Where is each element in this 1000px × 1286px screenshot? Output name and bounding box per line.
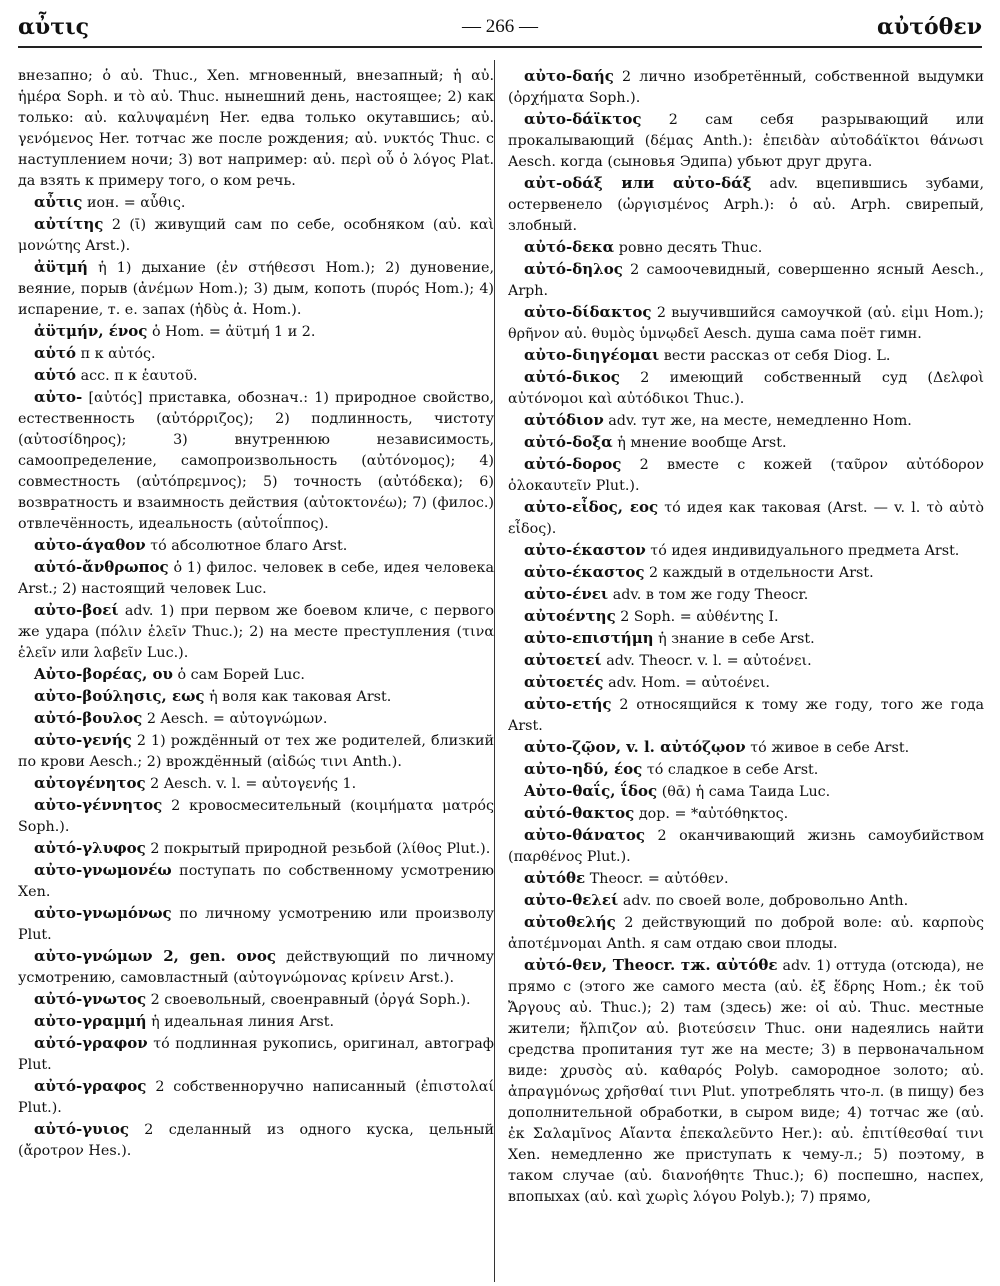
dictionary-entry [508, 955, 984, 1208]
entry-headword: αὖτις [34, 193, 83, 211]
entry-definition: 2 сам себя разрывающий или прокалывающий (δέμας Anth.): ἐπειδὰν αὐτοδάϊκτοι θάνωσι Aesch. когда (сыновья Эдипа) убьют друг друга. [508, 112, 984, 170]
entry-definition: 2 своевольный, своенравный (ὀργά Soph.). [150, 992, 471, 1008]
dictionary-entry [18, 535, 494, 557]
entry-definition: 2 каждый в отдельности Arst. [649, 565, 874, 581]
dictionary-entry [18, 730, 494, 773]
entry-headword: ἀϋτμή [34, 258, 88, 276]
dictionary-entry [508, 759, 984, 781]
entry-headword: αὐτό-γραφος [34, 1077, 147, 1095]
entry-definition: ἡ мнение вообще Arst. [617, 435, 787, 451]
header-left-word: αὖτις [18, 14, 90, 40]
entry-headword: αὐτο-δαής [524, 67, 614, 85]
dictionary-entry [18, 664, 494, 686]
entry-definition: ὁ 1) филос. человек в себе, идея человека Arst.; 2) настоящий человек Luc. [18, 560, 494, 597]
entry-definition: действующий по личному усмотрению, самовластный (αὐτογνώμονας κρίνειν Arst.). [18, 949, 494, 986]
dictionary-entry [18, 257, 494, 321]
dictionary-entry [18, 192, 494, 214]
right-column [508, 66, 984, 1278]
entry-headword: αὐτοετές [524, 673, 604, 691]
entry-definition: adv. Theocr. v. l. = αὐτοένει. [606, 653, 812, 669]
entry-definition: вести рассказ от себя Diog. L. [663, 348, 891, 364]
dictionary-entry [18, 903, 494, 946]
dictionary-entry [508, 584, 984, 606]
entry-definition: adv. 1) при первом же боевом кличе, с первого же удара (πόλιν ἑλεῖν Thuc.); 2) на месте преступления (τινα ἑλεῖν или λαβεῖν Luc.). [18, 603, 494, 661]
entry-headword: αὐτο-έκαστον [524, 541, 646, 559]
entry-definition: τό подлинная рукопись, оригинал, автограф Plut. [18, 1036, 494, 1073]
entry-headword: αὑτό [34, 366, 77, 384]
entry-definition: 2 1) рождённый от тех же родителей, близкий по крови Aesch.; 2) врождённый (αἰδώς τινι Anth.). [18, 733, 494, 770]
entry-definition: внезапно; ὁ αὐ. Thuc., Xen. мгновенный, внезапный; ἡ αὐ. ἡμέρα Soph. и τὸ αὐ. Thuc. нынешний день, настоящее; 2) как только: αὐ. καλυψαμένη Her. едва только окутавшись; αὐ. γενόμενος Her. тотчас же после рождения; αὐ. νυκτός Thuc. с наступлением ночи; 3) вот например: αὐ. περὶ οὗ ὁ λόγος Plat. да взять к примеру того, о ком речь. [18, 68, 494, 189]
entry-headword: αὐτό-γραφον [34, 1034, 148, 1052]
entry-headword: αὐτο-ένει [524, 585, 609, 603]
entry-headword: αὑτό [34, 344, 77, 362]
entry-headword: αὐτο-γραμμή [34, 1012, 147, 1030]
entry-headword: αὐτό-γλυφος [34, 839, 146, 857]
entry-definition: ἡ знание в себе Arst. [658, 631, 815, 647]
entry-definition: 2 относящийся к тому же году, того же года Arst. [508, 697, 984, 734]
dictionary-entry [18, 708, 494, 730]
entry-headword: αὐτο-επιστήμη [524, 629, 654, 647]
entry-definition: поступать по собственному усмотрению Xen. [18, 863, 494, 900]
entry-headword: αὐτο-άγαθον [34, 536, 146, 554]
dictionary-entry [18, 686, 494, 708]
entry-headword: αὐτο-ζῷον, v. l. αὐτόζῳον [524, 738, 746, 756]
entry-definition: 2 Aesch. v. l. = αὐτογενής 1. [150, 776, 357, 792]
entry-definition: 2 покрытый природной резьбой (λίθος Plut.). [150, 841, 491, 857]
entry-headword: αὐτό-δικος [524, 368, 620, 386]
dictionary-entry [18, 773, 494, 795]
dictionary-entry [508, 237, 984, 259]
entry-definition: ἡ идеальная линия Arst. [151, 1014, 335, 1030]
dictionary-entry [508, 606, 984, 628]
entry-headword: αὐτο-γέννητος [34, 796, 163, 814]
dictionary-entry [18, 860, 494, 903]
entry-headword: αὐτο-γενής [34, 731, 132, 749]
dictionary-entry [508, 302, 984, 345]
dictionary-entry [508, 66, 984, 109]
entry-definition: 2 оканчивающий жизнь самоубийством (παρθένος Plut.). [508, 828, 984, 865]
entry-definition: 2 лично изобретённый, собственной выдумки (ὀρχήματα Soph.). [508, 69, 984, 106]
page-number: — 266 — [462, 16, 538, 37]
entry-headword: αὐτοετεί [524, 651, 602, 669]
entry-headword: αὐτογένητος [34, 774, 146, 792]
dictionary-entry [18, 214, 494, 257]
entry-definition: ὁ сам Борей Luc. [177, 667, 305, 683]
entry-headword: αὐτο- [34, 388, 83, 406]
entry-definition: 2 действующий по доброй воле: αὐ. καρποὺς ἀποτέμνομαι Anth. я сам отдаю свои плоды. [508, 915, 984, 952]
entry-headword: αὐτο-διηγέομαι [524, 346, 660, 364]
dictionary-entry [508, 781, 984, 803]
entry-definition: 2 Soph. = αὐθέντης I. [620, 609, 779, 625]
entry-definition: ион. = αὖθις. [86, 195, 186, 211]
dictionary-entry [508, 562, 984, 584]
dictionary-entry [508, 259, 984, 302]
dictionary-entry [508, 454, 984, 497]
dictionary-entry [18, 989, 494, 1011]
entry-definition: п к αὐτός. [80, 346, 156, 362]
entry-headword: αὐτο-βούλησις, εως [34, 687, 205, 705]
dictionary-entry [18, 1076, 494, 1119]
entry-headword: αὐτό-δοξα [524, 433, 613, 451]
entry-definition: ἡ 1) дыхание (ἐν στήθεσσι Hom.); 2) дуновение, веяние, порыв (ἀνέμων Hom.); 3) дым, копоть (πυρός Hom.); 4) испарение, т. е. запах (ἡδὺς ἀ. Hom.). [18, 260, 494, 318]
entry-definition: Theocr. = αὐτόθεν. [589, 871, 729, 887]
entry-headword: αὐτο-ετής [524, 695, 612, 713]
dictionary-entry [18, 321, 494, 343]
dictionary-entry [508, 825, 984, 868]
entry-definition: дор. = *αὐτόθηκτος. [638, 806, 789, 822]
entry-headword: αὐτοθελής [524, 913, 616, 931]
entry-headword: αὐτ-οδάξ или αὐτο-δάξ [524, 174, 752, 192]
entry-definition: по личному усмотрению или произволу Plut. [18, 906, 494, 943]
dictionary-entry [18, 838, 494, 860]
dictionary-entry [508, 890, 984, 912]
entry-headword: αὐτίτης [34, 215, 104, 233]
dictionary-entry [18, 343, 494, 365]
dictionary-entry [508, 737, 984, 759]
dictionary-entry [508, 497, 984, 540]
entry-headword: αὐτο-γνωμόνως [34, 904, 172, 922]
entry-definition: τό абсолютное благо Arst. [150, 538, 348, 554]
entry-definition: ровно десять Thuc. [618, 240, 763, 256]
dictionary-entry [508, 173, 984, 237]
entry-definition: 2 сделанный из одного куска, цельный (ἄροτρον Hes.). [18, 1122, 494, 1159]
entry-headword: Αὐτο-θαΐς, ΐδος [524, 782, 658, 800]
entry-definition: τό живое в себе Arst. [750, 740, 910, 756]
entry-definition: adv. 1) оттуда (отсюда), не прямо с (этого же самого места (αὐ. ἐξ ἕδρης Hom.; ἐκ τοῦ Ἄργους αὐ. Thuc.); 2) там (здесь) же: οἱ αὐ. Thuc. местные жители; ἤλπιζον αὐ. βιοτεύσειν Thuc. они надеялись найти средства пропитания тут же на месте; 3) в первоначальном виде: χρυσὸς αὐ. καθαρός Polyb. самородное золото; αὐ. ἀπραγμόνως χρῆσθαί τινι Plut. употреблять что-л. (в пищу) без дополнительной обработки, в сыром виде; 4) тотчас же (αὐ. ἐκ Σαλαμῖνος Αἴαντα ἐπεκαλεῦντο Her.): αὐ. ἐπιτίθεσθαί τινι Xen. немедленно же приступать к чему-л.; 5) поэтому, в таком случае (αὐ. διανοήθητε Thuc.); 6) поспешно, наспех, впопыхах (αὐ. καὶ χωρὶς λόγου Polyb.); 7) прямо, [508, 958, 984, 1205]
dictionary-entry [18, 946, 494, 989]
entry-headword: αὐτο-βοεί [34, 601, 119, 619]
dictionary-entry [18, 600, 494, 664]
entry-definition: τό идея индивидуального предмета Arst. [650, 543, 960, 559]
dictionary-entry [508, 628, 984, 650]
entry-definition: adv. по своей воле, добровольно Anth. [622, 893, 909, 909]
entry-definition: adv. Hom. = αὐτοένει. [608, 675, 770, 691]
dictionary-entry [508, 367, 984, 410]
dictionary-entry [508, 694, 984, 737]
entry-headword: αὐτο-γνωμονέω [34, 861, 172, 879]
entry-headword: αὐτό-θακτος [524, 804, 635, 822]
column-divider [494, 60, 495, 1282]
entry-definition: 2 имеющий собственный суд (Δελφοὶ αὐτόνομοι καὶ αὐτόδικοι Thuc.). [508, 370, 984, 407]
entry-headword: αὐτο-δίδακτος [524, 303, 652, 321]
left-column [18, 66, 494, 1278]
entry-headword: αὐτόθε [524, 869, 586, 887]
entry-headword: αὐτο-έκαστος [524, 563, 645, 581]
dictionary-entry [508, 109, 984, 173]
entry-headword: αὐτό-γυιος [34, 1120, 129, 1138]
dictionary-entry [508, 410, 984, 432]
dictionary-entry [508, 345, 984, 367]
dictionary-entry [18, 1119, 494, 1162]
entry-definition: adv. тут же, на месте, немедленно Hom. [608, 413, 912, 429]
dictionary-entry [508, 540, 984, 562]
entry-definition: 2 вместе с кожей (ταῦρον αὐτόδορον ὁλοκαυτεῖν Plut.). [508, 457, 984, 494]
entry-headword: αὐτο-δάϊκτος [524, 110, 642, 128]
entry-definition: 2 (ῑ) живущий сам по себе, особняком (αὐ. καὶ μονώτης Arst.). [18, 217, 494, 254]
entry-headword: αὐτο-θελεί [524, 891, 619, 909]
entry-headword: αὐτό-δεκα [524, 238, 615, 256]
entry-headword: αὐτο-ηδύ, έος [524, 760, 643, 778]
page-header [18, 12, 982, 48]
entry-headword: αὐτό-δηλος [524, 260, 623, 278]
entry-definition: [αὐτός] приставка, обознач.: 1) природное свойство, естественность (αὐτόρριζος); 2) подлинность, чистоту (αὐτοσίδηρος); 3) внутреннюю независимость, самоопределение, самопроизвольность (αὐτόνομος); 4) совместность (αὐτόπρεμνος); 5) точность (αὐτόδεκα); 6) возвратность и взаимность действия (αὐτοκτονέω); 7) (филос.) отвлечённость, идеальность (αὐτοΐππος). [18, 390, 494, 532]
dictionary-entry [18, 1033, 494, 1076]
dictionary-entry [18, 387, 494, 535]
dictionary-entry [18, 795, 494, 838]
entry-definition: ἡ воля как таковая Arst. [209, 689, 392, 705]
entry-definition: (θᾱ) ἡ сама Таида Luc. [661, 784, 831, 800]
entry-definition: adv. вцепившись зубами, остервенело (ὠργισμένος Arph.): ὁ αὐ. Arph. свирепый, злобный. [508, 176, 984, 234]
entry-headword: αὐτο-γνώμων 2, gen. ονος [34, 947, 277, 965]
dictionary-entry [508, 432, 984, 454]
entry-definition: 2 выучившийся самоучкой (αὐ. εἰμι Hom.); θρῆνον αὐ. θυμὸς ὑμνῳδεῖ Aesch. душа сама поёт гимн. [508, 305, 984, 342]
entry-headword: αὐτό-ἄνθρωπος [34, 558, 169, 576]
entry-definition: 2 Aesch. = αὐτογνώμων. [146, 711, 328, 727]
entry-headword: αὐτο-θάνατος [524, 826, 646, 844]
dictionary-entry [508, 868, 984, 890]
dictionary-entry [18, 66, 494, 192]
header-right-word: αὐτόθεν [877, 14, 982, 40]
dictionary-entry [18, 1011, 494, 1033]
entry-headword: αὐτόδιον [524, 411, 604, 429]
entry-headword: αὐτό-βουλος [34, 709, 143, 727]
dictionary-entry [508, 803, 984, 825]
dictionary-entry [18, 557, 494, 600]
entry-definition: τό идея как таковая (Arst. — v. l. τὸ αὐτὸ εἶδος). [508, 500, 984, 537]
entry-headword: αὐτό-γνωτος [34, 990, 147, 1008]
entry-definition: ὁ Hom. = ἀϋτμή 1 и 2. [152, 324, 316, 340]
entry-headword: αὐτό-δορος [524, 455, 622, 473]
entry-headword: ἀϋτμήν, ένος [34, 322, 148, 340]
dictionary-entry [508, 912, 984, 955]
entry-headword: αὐτό-θεν, Theocr. тж. αὐτόθε [524, 956, 778, 974]
entry-definition: 2 кровосмесительный (κοιμήματα ματρός Soph.). [18, 798, 494, 835]
entry-definition: acc. п к ἑαυτοῦ. [80, 368, 198, 384]
entry-definition: 2 собственноручно написанный (ἐπιστολαί Plut.). [18, 1079, 494, 1116]
dictionary-entry [508, 672, 984, 694]
dictionary-entry [508, 650, 984, 672]
entry-definition: 2 самоочевидный, совершенно ясный Aesch., Arph. [508, 262, 984, 299]
entry-definition: τό сладкое в себе Arst. [646, 762, 819, 778]
entry-definition: adv. в том же году Theocr. [612, 587, 809, 603]
dictionary-entry [18, 365, 494, 387]
entry-headword: αὐτοέντης [524, 607, 616, 625]
entry-headword: αὐτο-εἶδος, εος [524, 498, 659, 516]
entry-headword: Αὐτο-βορέας, ου [34, 665, 173, 683]
